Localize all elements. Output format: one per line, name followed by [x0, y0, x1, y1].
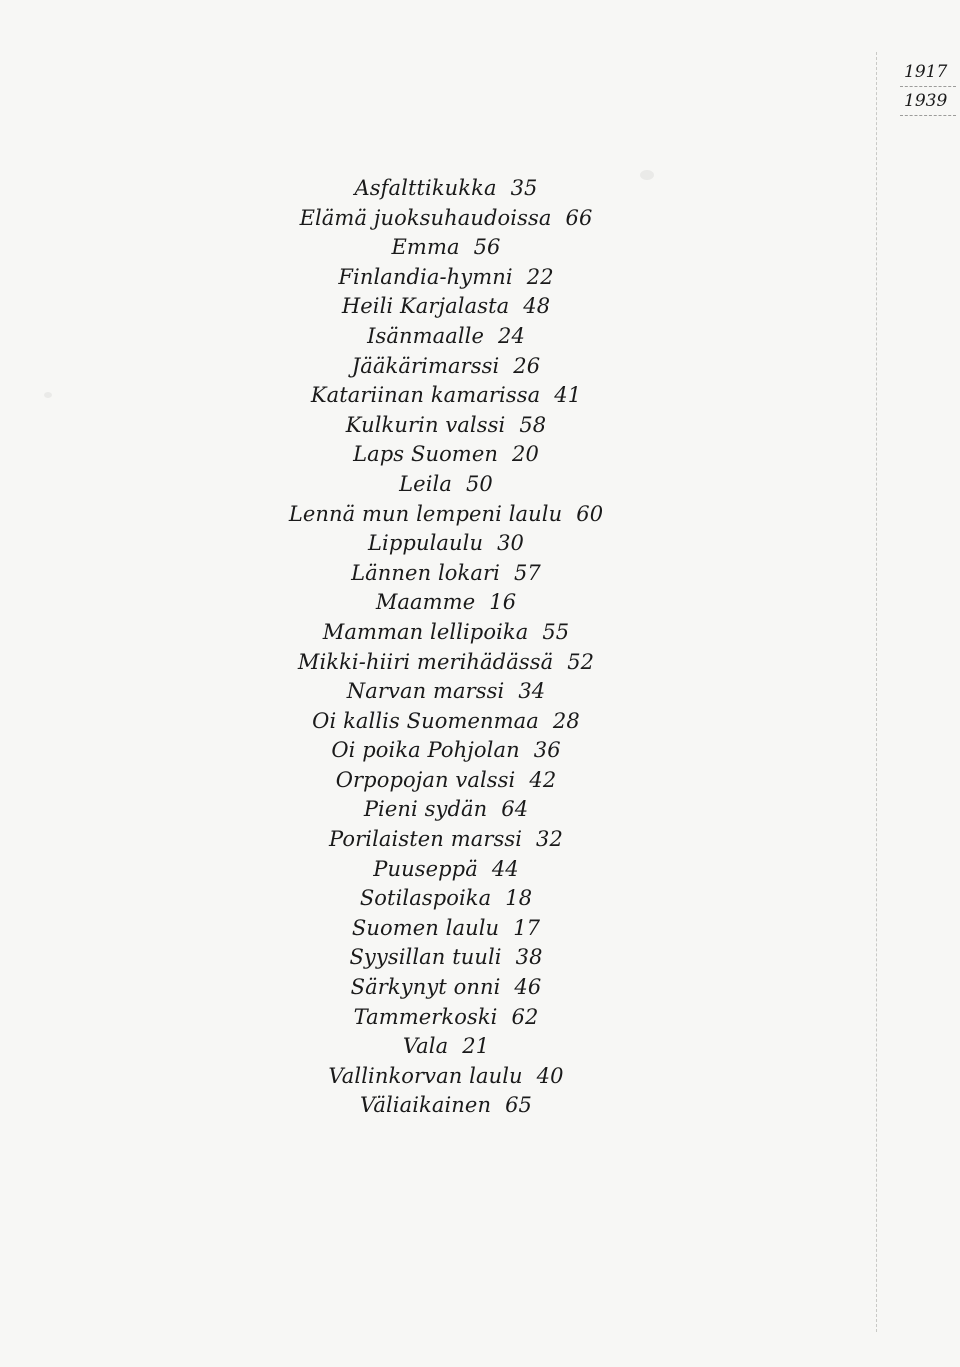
index-entry — [0, 529, 892, 559]
index-entry — [0, 1032, 892, 1062]
page-number: 17 — [513, 915, 541, 940]
song-title: Asfalttikukka — [354, 176, 497, 200]
song-title: Oi poika Pohjolan — [331, 738, 520, 763]
page-number: 20 — [511, 442, 539, 467]
song-title: Mikki-hiiri merihädässä — [297, 649, 554, 674]
index-entry — [0, 470, 892, 500]
index-entry — [0, 707, 892, 737]
end-year: 1939 — [904, 91, 948, 111]
page-number: 34 — [518, 679, 546, 704]
index-entry — [0, 648, 892, 678]
song-title: Kulkurin valssi — [345, 412, 506, 437]
song-title: Lännen lokari — [351, 560, 500, 585]
page-number: 26 — [513, 353, 541, 378]
song-title: Sotilaspoika — [359, 886, 492, 911]
song-title: Lippulaulu — [368, 531, 484, 556]
page-number: 32 — [536, 827, 563, 852]
index-entry — [0, 352, 892, 382]
song-title: Leila — [399, 471, 452, 496]
song-title: Laps Suomen — [353, 442, 498, 467]
index-entry — [0, 1003, 892, 1033]
index-entry — [0, 855, 892, 885]
index-entry — [0, 559, 892, 589]
index-entry — [0, 914, 892, 944]
page-number: 28 — [552, 708, 580, 733]
index-entry — [0, 233, 892, 263]
page-number: 24 — [498, 323, 525, 348]
page-number: 16 — [489, 590, 517, 615]
song-title: Tammerkoski — [353, 1004, 498, 1029]
page-number: 35 — [510, 176, 538, 200]
song-title: Syysillan tuuli — [349, 945, 502, 970]
index-entry — [0, 322, 892, 352]
page-number: 50 — [465, 471, 493, 496]
song-title: Mamman lellipoika — [322, 619, 529, 644]
song-index — [0, 174, 892, 1121]
page-number: 40 — [536, 1063, 564, 1088]
index-entry — [0, 825, 892, 855]
page-number: 41 — [554, 383, 582, 408]
index-entry — [0, 588, 892, 618]
song-title: Oi kallis Suomenmaa — [312, 708, 539, 733]
page-number: 44 — [491, 856, 519, 881]
song-title: Suomen laulu — [351, 915, 500, 940]
song-title: Pieni sydän — [363, 797, 488, 822]
page-number: 18 — [505, 886, 533, 911]
year-range — [898, 58, 958, 116]
song-title: Vala — [402, 1034, 449, 1059]
page-number: 60 — [576, 501, 604, 526]
song-title: Heili Karjalasta — [341, 294, 510, 319]
index-entry — [0, 500, 892, 530]
page-number: 56 — [473, 235, 501, 260]
index-entry — [0, 204, 892, 234]
index-entry — [0, 411, 892, 441]
page-number: 36 — [533, 738, 561, 763]
index-entry — [0, 677, 892, 707]
page-number: 21 — [462, 1034, 490, 1059]
song-title: Puuseppä — [373, 856, 478, 881]
year-divider — [900, 115, 956, 116]
index-entry — [0, 736, 892, 766]
index-entry — [0, 973, 892, 1003]
index-entry — [0, 1062, 892, 1092]
song-title: Vallinkorvan laulu — [328, 1063, 523, 1088]
page-number: 58 — [519, 412, 547, 437]
index-entry — [0, 795, 892, 825]
song-title: Orpopojan valssi — [335, 767, 516, 792]
index-entry — [0, 440, 892, 470]
index-entry — [0, 174, 892, 204]
song-title: Jääkärimarssi — [351, 353, 500, 378]
page-number: 48 — [523, 294, 551, 319]
song-title: Väliaikainen — [360, 1093, 492, 1118]
start-year: 1917 — [904, 62, 948, 82]
index-entry — [0, 263, 892, 293]
page-number: 22 — [526, 264, 554, 289]
page-number: 38 — [515, 945, 543, 970]
index-entry — [0, 292, 892, 322]
song-title: Maamme — [375, 590, 476, 615]
index-entry — [0, 381, 892, 411]
page-number: 55 — [542, 619, 570, 644]
song-title: Elämä juoksuhaudoissa — [299, 205, 552, 230]
page-number: 66 — [565, 205, 593, 230]
index-entry — [0, 884, 892, 914]
song-title: Lennä mun lempeni laulu — [288, 501, 563, 526]
song-title: Porilaisten marssi — [329, 827, 523, 852]
page-number: 62 — [511, 1004, 539, 1029]
page-number: 46 — [514, 975, 542, 1000]
page-number: 52 — [567, 649, 595, 674]
song-title: Finlandia-hymni — [338, 264, 513, 289]
page-number: 42 — [529, 767, 557, 792]
song-title: Isänmaalle — [367, 323, 484, 348]
index-entry — [0, 1091, 892, 1121]
page-number: 30 — [497, 531, 524, 556]
index-entry — [0, 766, 892, 796]
song-title: Katariinan kamarissa — [310, 383, 541, 408]
song-title: Emma — [391, 235, 460, 260]
page-number: 65 — [505, 1093, 532, 1118]
song-title: Särkynyt onni — [350, 975, 501, 1000]
page-number: 64 — [501, 797, 529, 822]
song-title: Narvan marssi — [346, 679, 505, 704]
index-entry — [0, 943, 892, 973]
page-number: 57 — [513, 560, 541, 585]
index-entry — [0, 618, 892, 648]
